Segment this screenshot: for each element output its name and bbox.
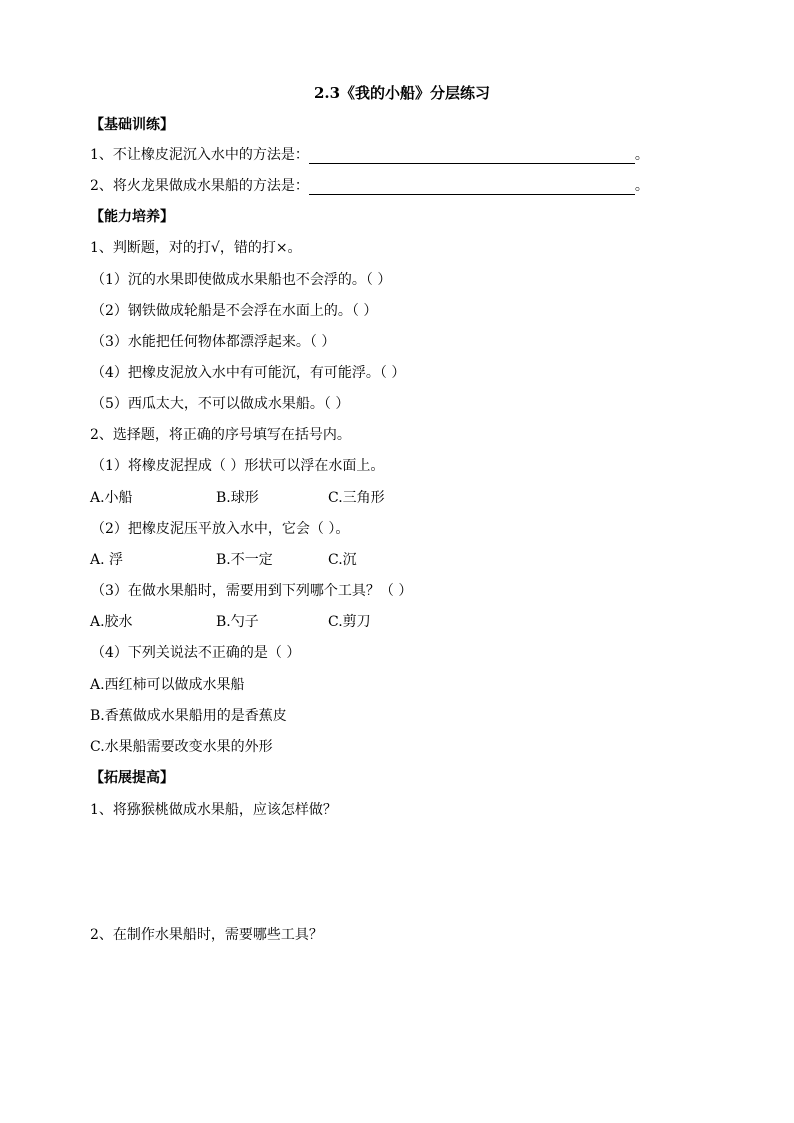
choice-q2-stem: （2）把橡皮泥压平放入水中，它会（ ）。 (91, 521, 350, 537)
question-basic-1-end: 。 (634, 147, 649, 163)
question-basic-1-text: 1、不让橡皮泥沉入水中的方法是： (90, 147, 309, 163)
section-heading-extension: 【拓展提高】 (90, 770, 174, 786)
choice-q1-option-a: A.小船 (90, 490, 133, 506)
choice-q2-option-c: C.沉 (328, 552, 357, 568)
choice-q2-option-a: A. 浮 (90, 552, 124, 568)
choice-q3-stem: （3）在做水果船时，需要用到下列哪个工具？（ ） (91, 583, 413, 599)
choice-instruction: 2、选择题，将正确的序号填写在括号内。 (90, 427, 351, 443)
choice-q3-option-a: A.胶水 (90, 614, 133, 630)
answer-blank-1[interactable] (309, 148, 635, 164)
choice-q4-option-c: C.水果船需要改变水果的外形 (90, 739, 273, 755)
judge-item-2: （2）钢铁做成轮船是不会浮在水面上的。（ ） (91, 303, 378, 319)
question-basic-2-end: 。 (634, 178, 649, 194)
extension-question-2: 2、在制作水果船时，需要哪些工具？ (90, 927, 323, 943)
judge-instruction: 1、判断题，对的打√，错的打×。 (90, 240, 302, 256)
section-heading-ability: 【能力培养】 (90, 209, 174, 225)
choice-q4-option-a: A.西红柿可以做成水果船 (90, 677, 245, 693)
judge-item-3: （3）水能把任何物体都漂浮起来。（ ） (91, 334, 336, 350)
extension-question-1: 1、将猕猴桃做成水果船，应该怎样做？ (90, 802, 337, 818)
question-basic-2-text: 2、将火龙果做成水果船的方法是： (90, 178, 309, 194)
choice-q1-stem: （1）将橡皮泥捏成（ ）形状可以浮在水面上。 (91, 458, 385, 474)
choice-q1-option-c: C.三角形 (328, 490, 385, 506)
choice-q3-option-c: C.剪刀 (328, 614, 371, 630)
judge-item-5: （5）西瓜太大，不可以做成水果船。（ ） (91, 396, 350, 412)
section-heading-basic: 【基础训练】 (90, 117, 174, 133)
answer-blank-2[interactable] (309, 179, 635, 195)
question-basic-2 (90, 177, 649, 195)
judge-item-1: （1）沉的水果即使做成水果船也不会浮的。（ ） (91, 272, 392, 288)
page-title: 2.3《我的小船》分层练习 (313, 84, 491, 102)
question-basic-1 (90, 146, 649, 164)
choice-q1-option-b: B.球形 (216, 490, 259, 506)
choice-q4-option-b: B.香蕉做成水果船用的是香蕉皮 (90, 708, 287, 724)
choice-q2-option-b: B.不一定 (216, 552, 273, 568)
choice-q4-stem: （4）下列关说法不正确的是（ ） (91, 645, 301, 661)
judge-item-4: （4）把橡皮泥放入水中有可能沉，有可能浮。（ ） (91, 365, 406, 381)
choice-q3-option-b: B.勺子 (216, 614, 259, 630)
